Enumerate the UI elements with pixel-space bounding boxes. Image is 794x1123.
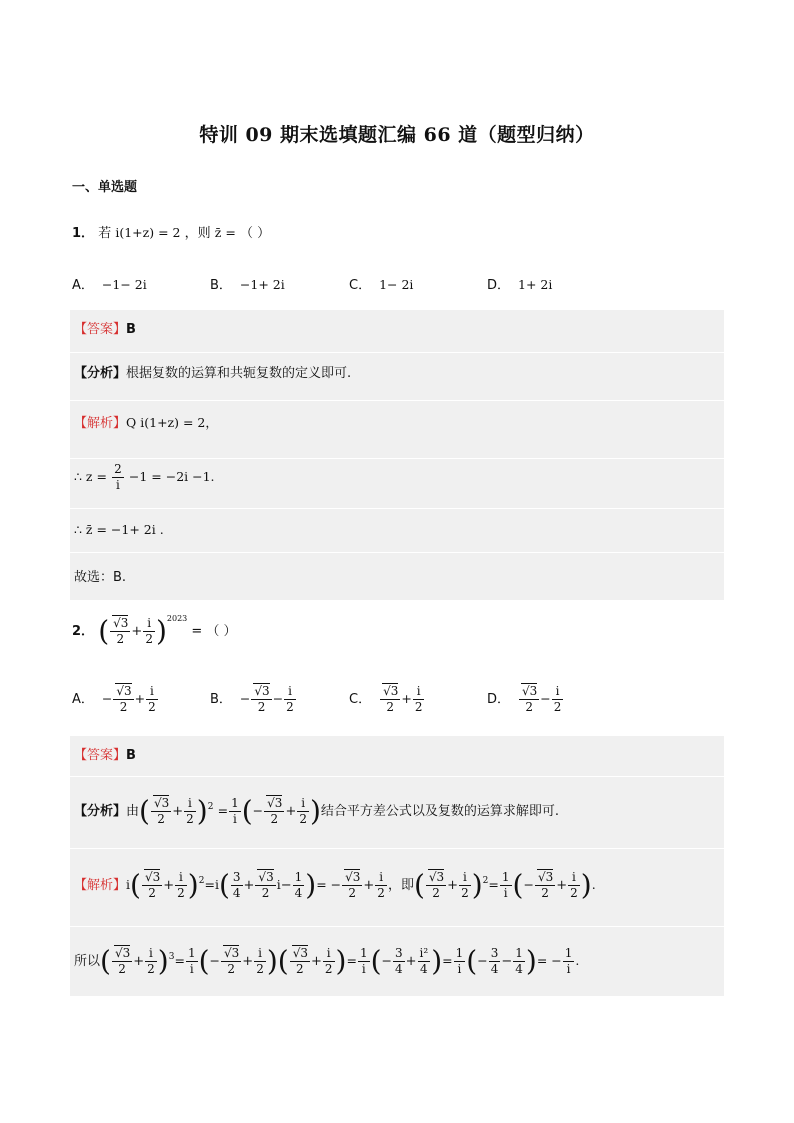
numerator: 1: [455, 946, 464, 960]
denominator: 4: [420, 962, 428, 976]
numerator: √3: [267, 796, 283, 810]
numerator: √3: [383, 684, 399, 698]
denominator: 2: [157, 812, 165, 826]
numerator: √3: [144, 870, 161, 884]
numerator: √3: [522, 684, 538, 698]
analysis-text: 结合平方差公式以及复数的运算求解即可.: [320, 804, 560, 819]
option-d: [487, 684, 564, 715]
denominator: 2: [118, 962, 126, 976]
numerator: √3: [537, 870, 554, 884]
numerator: i: [254, 946, 266, 962]
sign: +: [134, 691, 146, 706]
option-label: C．: [349, 692, 372, 707]
divider: [70, 848, 724, 849]
document-title: 特训 09 期末选填题汇编 66 道（题型归纳）: [199, 124, 595, 146]
denominator: i: [116, 478, 120, 492]
solution-tag: 【解析】: [74, 416, 127, 431]
option-d: [487, 274, 552, 293]
solution-text: i: [214, 877, 219, 892]
denominator: 2: [286, 700, 294, 714]
q1-analysis: [74, 362, 351, 381]
numerator: √3: [116, 684, 132, 698]
divider: [70, 352, 724, 353]
denominator: i: [566, 962, 571, 976]
numerator: √3: [345, 870, 361, 884]
analysis-text: 由: [126, 804, 140, 819]
numerator: √3: [153, 796, 170, 810]
option-a: [72, 274, 147, 293]
option-text: −1− 2i: [101, 277, 147, 292]
numerator: i: [143, 616, 155, 632]
denominator: 2: [257, 700, 266, 714]
denominator: 2: [541, 886, 549, 900]
solution-text: ∴ z =: [74, 469, 107, 484]
numerator: 1: [231, 796, 239, 810]
solution-text: .: [591, 877, 596, 892]
section-heading: 一、单选题: [72, 180, 138, 195]
numerator: i: [175, 870, 187, 886]
numerator: √3: [428, 870, 445, 884]
numerator: 1: [187, 946, 196, 960]
divider: [70, 400, 724, 401]
answer-value: B: [126, 322, 136, 337]
solution-text: .: [575, 953, 580, 968]
denominator: 4: [395, 962, 403, 976]
denominator: 2: [386, 700, 395, 714]
denominator: 2: [377, 886, 385, 900]
q1-solution-line-2: [74, 462, 215, 493]
denominator: 2: [553, 700, 562, 714]
denominator: 2: [570, 886, 578, 900]
analysis-text: 根据复数的运算和共轭复数的定义即可.: [126, 366, 352, 381]
denominator: 2: [148, 700, 156, 714]
numerator: i: [146, 684, 158, 700]
denominator: 4: [294, 886, 303, 900]
denominator: 4: [515, 962, 523, 976]
denominator: 2: [270, 812, 279, 826]
numerator: 1: [564, 946, 573, 960]
option-label: C．: [349, 278, 372, 293]
option-label: B．: [210, 278, 232, 293]
option-text: 1+ 2i: [518, 277, 553, 292]
sign: −: [101, 691, 113, 706]
numerator: i: [413, 684, 425, 700]
q2-solution-line-2: 所以( $\frac{√3}{2}$ + $\frac{i}{2}$ )$^3$= $\frac{1}{i}$ (− $\frac{√3}{2}$ + $\frac{i}{2}$ )( $\frac{√3}{2}$ + $\frac{i}{2}$ )= $\frac{1}{i}$ (− $\frac{3}{4}$ + $\frac{\text{i²}}{4}$ )= $\frac{1}{i}$ (− $\frac{3}{4}$ − $\frac{1}{4}$ )= − $\frac{1}{i}$ .: [74, 944, 580, 978]
option-label: D．: [487, 692, 511, 707]
divider: [70, 552, 724, 553]
solution-text: −1 = −2i −1.: [128, 469, 215, 484]
numerator: 3: [490, 946, 499, 960]
numerator: 1: [359, 946, 368, 960]
stem-blank: （ ）: [239, 226, 271, 241]
fraction: [112, 462, 124, 493]
denominator: 2: [177, 886, 185, 900]
numerator: √3: [258, 870, 274, 884]
numerator: i: [568, 870, 580, 886]
answer-tag: 【答案】: [74, 748, 127, 763]
denominator: 2: [261, 886, 270, 900]
numerator: i: [552, 684, 564, 700]
solution-text: i: [126, 877, 131, 892]
divider: [70, 458, 724, 459]
denominator: 2: [148, 886, 156, 900]
denominator: 2: [186, 812, 194, 826]
numerator: √3: [113, 616, 129, 630]
solution-text: ∴ z̄ = −1+ 2i .: [74, 522, 164, 537]
solution-text: i: [276, 877, 281, 892]
stem-equation: z̄ =: [214, 225, 236, 240]
q2-solution-line-1: 【解析】i( $\frac{√3}{2}$ + $\frac{i}{2}$ )$^2$=i( $\frac{3}{4}$ + $\frac{√3}{2}$ i− $\frac{1}{4}$ )= − $\frac{√3}{2}$ + $\frac{i}{2}$ ，即( $\frac{√3}{2}$ + $\frac{i}{2}$ )$^2$= $\frac{1}{i}$ (− $\frac{√3}{2}$ + $\frac{i}{2}$ ).: [74, 868, 596, 902]
denominator: i: [232, 812, 237, 826]
denominator: i: [503, 886, 508, 900]
solution-text: 所以: [74, 954, 101, 969]
option-a: [72, 684, 159, 715]
exponent: 3: [168, 952, 175, 962]
denominator: 2: [145, 632, 153, 646]
denominator: 2: [227, 962, 235, 976]
option-text: 1− 2i: [379, 277, 414, 292]
numerator: √3: [254, 684, 270, 698]
numerator: i: [145, 946, 157, 962]
option-c: [349, 274, 413, 293]
numerator: √3: [114, 946, 131, 960]
denominator: 4: [232, 886, 241, 900]
option-c: [349, 684, 425, 715]
question-1-stem: [72, 222, 270, 241]
sign: −: [272, 691, 284, 706]
denominator: 2: [147, 962, 155, 976]
q1-answer: [74, 318, 136, 337]
option-label: A．: [72, 692, 94, 707]
denominator: 2: [296, 962, 304, 976]
exponent: 2: [198, 876, 205, 886]
denominator: 2: [348, 886, 357, 900]
stem-equation: i(1+z) = 2: [115, 225, 181, 240]
numerator: 3: [232, 870, 241, 884]
option-b: [210, 274, 285, 293]
q2-analysis: 【分析】由( $\frac{√3}{2}$ + $\frac{i}{2}$ )$^2$ = $\frac{1}{i}$ (− $\frac{√3}{2}$ + $\frac{i}{2}$ )结合平方差公式以及复数的运算求解即可.: [74, 794, 560, 828]
q1-solution-line-4: [74, 566, 126, 585]
denominator: 2: [116, 632, 125, 646]
answer-tag: 【答案】: [74, 322, 127, 337]
denominator: 2: [525, 700, 533, 714]
q2-answer: [74, 744, 136, 763]
option-b: [210, 684, 297, 715]
numerator: i: [375, 870, 387, 886]
denominator: 4: [490, 962, 499, 976]
numerator: √3: [292, 946, 308, 960]
analysis-tag: 【分析】: [74, 366, 127, 381]
q1-solution-box: [70, 310, 724, 600]
divider: [70, 776, 724, 777]
exponent: 2: [482, 876, 489, 886]
stem-text: 若: [98, 226, 112, 241]
sign: −: [239, 691, 251, 706]
denominator: 2: [256, 962, 264, 976]
denominator: 2: [432, 886, 440, 900]
question-number: 1．: [72, 226, 95, 241]
denominator: 2: [461, 886, 469, 900]
denominator: i: [457, 962, 462, 976]
q1-solution-line-1: [74, 412, 218, 431]
solution-tag: 【解析】: [74, 878, 127, 893]
exponent: 2: [207, 802, 214, 812]
analysis-tag: 【分析】: [74, 804, 127, 819]
numerator: i: [297, 796, 309, 812]
numerator: 3: [395, 946, 403, 960]
answer-value: B: [126, 748, 136, 763]
denominator: 2: [119, 700, 128, 714]
numerator: 1: [294, 870, 303, 884]
denominator: 2: [414, 700, 423, 714]
sign: +: [401, 691, 412, 706]
numerator: √3: [224, 946, 240, 960]
option-label: B．: [210, 692, 232, 707]
solution-text: Q i(1+z) = 2，: [126, 415, 218, 430]
numerator: 1: [501, 870, 510, 884]
stem-text: ，则: [184, 226, 211, 241]
numerator: 1: [515, 946, 523, 960]
divider: [70, 926, 724, 927]
numerator: i: [184, 796, 196, 812]
denominator: 2: [299, 812, 307, 826]
option-label: D．: [487, 278, 511, 293]
denominator: i: [361, 962, 366, 976]
denominator: 2: [324, 962, 333, 976]
solution-text: ，即: [387, 878, 414, 893]
option-label: A．: [72, 278, 94, 293]
numerator: i: [323, 946, 335, 962]
question-2-stem: 2． ( $\frac{√3}{2}$ + $\frac{i}{2}$ )$^{2023}$ = （ ）: [72, 614, 237, 648]
divider: [70, 508, 724, 509]
exponent: 2023: [166, 614, 188, 623]
question-number: 2．: [72, 624, 95, 639]
option-text: −1+ 2i: [239, 277, 285, 292]
stem-blank: = （ ）: [191, 624, 237, 639]
sign: −: [540, 691, 551, 706]
numerator: i: [459, 870, 471, 886]
q1-solution-line-3: [74, 522, 164, 538]
numerator: i: [284, 684, 296, 700]
denominator: i: [189, 962, 194, 976]
numerator: 2: [114, 462, 122, 476]
solution-text: 故选：B.: [74, 570, 127, 585]
